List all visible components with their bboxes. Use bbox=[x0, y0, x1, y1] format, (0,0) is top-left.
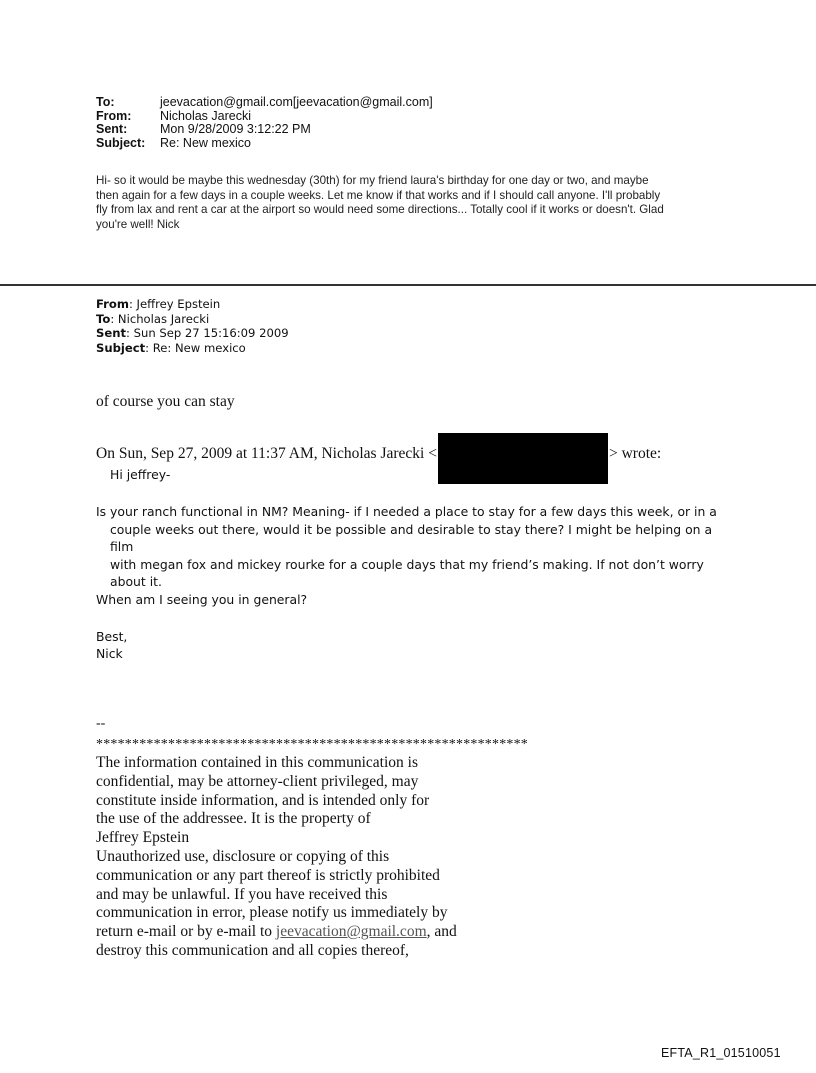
to-value: : Nicholas Jarecki bbox=[110, 311, 210, 326]
body-line: fly from lax and rent a car at the airport so would need some directions... Totally cool if it works or doesn't. Glad bbox=[96, 203, 664, 217]
subject-row bbox=[96, 137, 433, 151]
subject-value: Re: New mexico bbox=[160, 135, 251, 150]
subject-label: Subject: bbox=[96, 135, 146, 150]
quote-intro bbox=[96, 429, 661, 480]
to-label: To: bbox=[96, 95, 115, 109]
section-divider bbox=[0, 284, 816, 286]
para-line: with megan fox and mickey rourke for a couple days that my friend’s making. If not don’t worry bbox=[110, 556, 704, 572]
sent-label: Sent bbox=[96, 326, 127, 340]
from-label: From: bbox=[96, 108, 132, 123]
para-line: Is your ranch functional in NM? Meaning- if I needed a place to stay for a few days this week, or in a bbox=[96, 504, 717, 519]
email1-header bbox=[96, 96, 433, 150]
signature-dash: -- bbox=[96, 716, 106, 731]
disclaimer-line: the use of the addressee. It is the property of bbox=[96, 810, 371, 828]
from-label: From bbox=[96, 297, 129, 311]
sent-label: Sent: bbox=[96, 122, 128, 136]
subject-label: Subject bbox=[96, 340, 146, 355]
disclaimer-line: and may be unlawful. If you have received this bbox=[96, 885, 388, 903]
email2-header bbox=[96, 297, 289, 355]
quote-intro-start: On Sun, Sep 27, 2009 at 11:37 AM, Nicholas Jarecki < bbox=[96, 445, 437, 463]
email-link[interactable]: jeevacation@gmail.com bbox=[275, 923, 427, 941]
from-value: : Jeffrey Epstein bbox=[128, 297, 221, 311]
email1-body bbox=[96, 174, 726, 232]
quote-intro-end: > wrote: bbox=[608, 445, 662, 463]
disclaimer-line: destroy this communication and all copies thereof, bbox=[96, 941, 409, 959]
disclaimer-line: communication in error, please notify us immediately by bbox=[96, 904, 448, 922]
reply-text: of course you can stay bbox=[96, 393, 235, 410]
document-id: EFTA_R1_01510051 bbox=[661, 1046, 781, 1060]
disclaimer-line bbox=[96, 923, 496, 942]
to-value: jeevacation@gmail.com[jeevacation@gmail.com] bbox=[160, 95, 433, 109]
disclaimer-line: communication or any part thereof is strictly prohibited bbox=[96, 866, 440, 884]
signature-name: Nick bbox=[96, 646, 123, 661]
para-line: about it. bbox=[110, 574, 162, 589]
subject-row bbox=[96, 341, 289, 356]
to-label: To bbox=[96, 311, 111, 326]
to-row bbox=[96, 96, 433, 110]
disclaimer-line: Unauthorized use, disclosure or copying of this bbox=[96, 847, 390, 865]
subject-value: : Re: New mexico bbox=[145, 340, 246, 355]
from-value: Nicholas Jarecki bbox=[160, 108, 252, 123]
disclaimer-line: constitute inside information, and is intended only for bbox=[96, 791, 430, 809]
quoted-question: When am I seeing you in general? bbox=[96, 592, 308, 607]
disclaimer-text: , and bbox=[426, 923, 457, 941]
body-line: you're well! Nick bbox=[96, 217, 180, 231]
sent-row bbox=[96, 326, 289, 341]
disclaimer-line: Jeffrey Epstein bbox=[96, 829, 190, 847]
disclaimer-line: confidential, may be attorney-client privileged, may bbox=[96, 772, 419, 790]
disclaimer-line: The information contained in this communication is bbox=[96, 754, 418, 771]
sent-value: : Sun Sep 27 15:16:09 2009 bbox=[126, 326, 289, 340]
quoted-paragraph bbox=[96, 503, 736, 591]
body-line: Hi- so it would be maybe this wednesday (30th) for my friend laura's birthday for one day or two, and maybe bbox=[96, 174, 649, 187]
from-row bbox=[96, 110, 433, 124]
to-row bbox=[96, 312, 289, 327]
sent-row bbox=[96, 123, 433, 137]
disclaimer bbox=[96, 754, 496, 961]
sent-value: Mon 9/28/2009 3:12:22 PM bbox=[160, 122, 311, 136]
disclaimer-text: return e-mail or by e-mail to bbox=[96, 923, 276, 941]
body-line: then again for a few days in a couple weeks. Let me know if that works and if I should call anyone. I'll probably bbox=[96, 188, 661, 202]
quoted-greeting: Hi jeffrey- bbox=[110, 467, 171, 482]
from-row bbox=[96, 297, 289, 312]
star-separator: ************************************************************ bbox=[96, 737, 528, 752]
redaction-box bbox=[438, 433, 608, 484]
para-line: couple weeks out there, would it be possible and desirable to stay there? I might be helping on a film bbox=[110, 521, 713, 554]
signoff: Best, bbox=[96, 629, 128, 644]
quoted-signoff bbox=[96, 628, 127, 662]
